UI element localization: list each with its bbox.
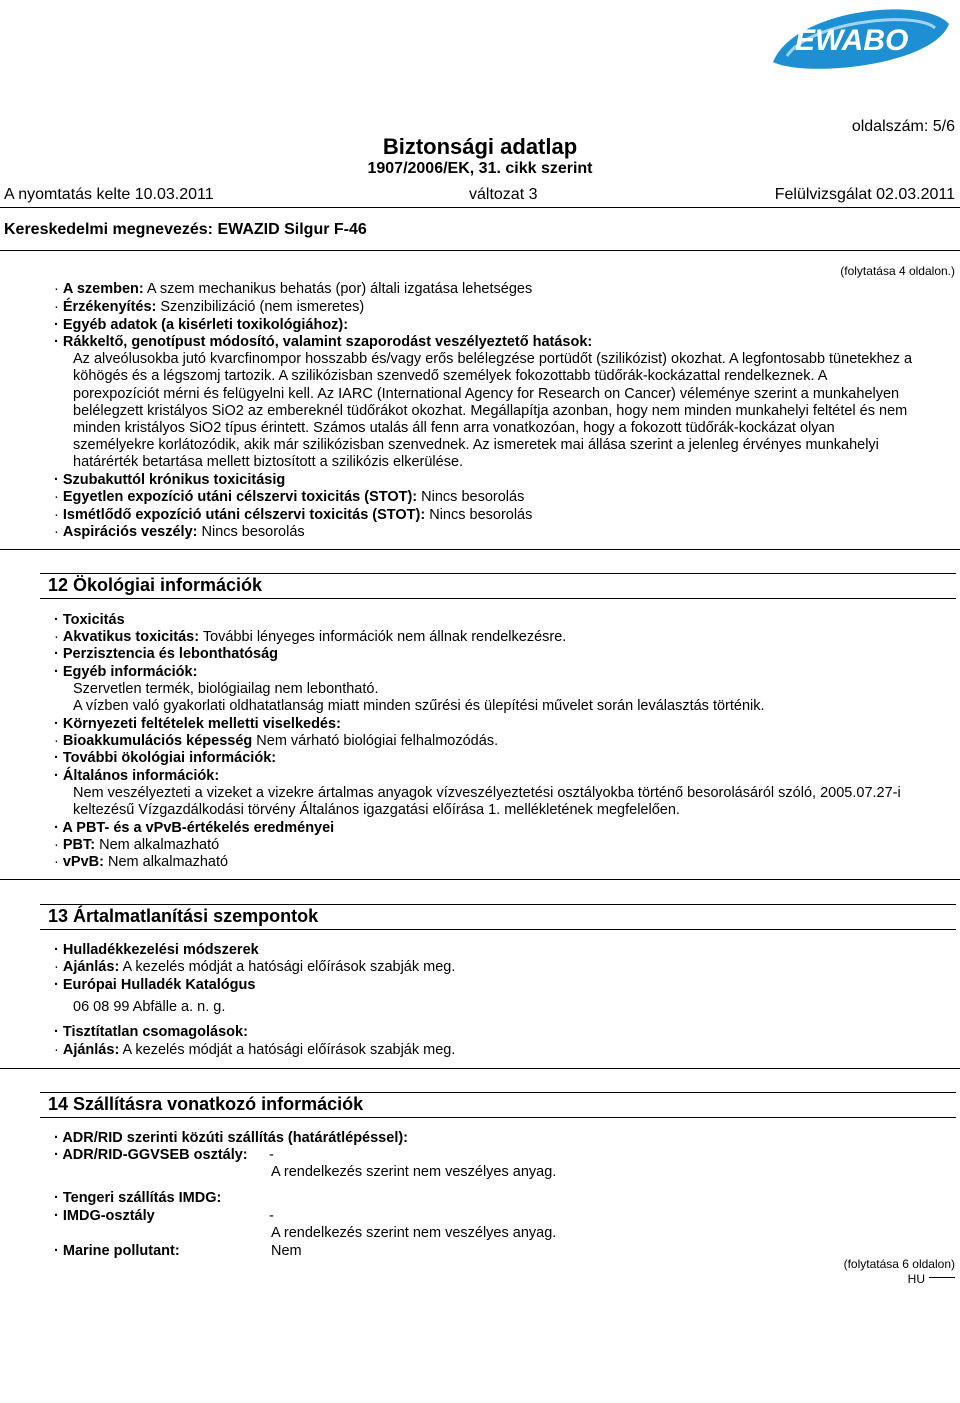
marine-pollutant-label: · Marine pollutant:: [54, 1243, 180, 1259]
sec12-rule-top: [40, 573, 956, 574]
general-info-text-1: Nem veszélyezteti a vizeket a vizekre ártalmas anyagok vízveszélyeztetési osztályokba történő besorolásáról szóló, 2005.07.27-i: [73, 785, 901, 801]
other-info-text-1: Szervetlen termék, biológiailag nem lebontható.: [73, 681, 379, 697]
sec12-heading: 12 Ökológiai információk: [48, 575, 263, 595]
svg-text:EWABO: EWABO: [795, 24, 909, 57]
eye-line: · A szemben: A szem mechanikus behatás (por) általi izgatása lehetséges: [54, 281, 533, 297]
revision-date: Felülvizsgálat 02.03.2011: [774, 186, 955, 203]
print-date: A nyomtatás kelte 10.03.2011: [4, 186, 214, 203]
language-code: HU: [908, 1271, 955, 1286]
section-divider: [0, 879, 960, 880]
general-info-line: · Általános információk:: [54, 768, 220, 784]
ewabo-logo: [765, 4, 955, 72]
document-subtitle: 1907/2006/EK, 31. cikk szerint: [367, 160, 593, 177]
document-title: Biztonsági adatlap: [382, 134, 578, 159]
toxicity-line: · Toxicitás: [54, 612, 125, 628]
vpvb-line: · vPvB: Nem alkalmazható: [54, 854, 229, 870]
continued-from: (folytatása 4 oldalon.): [840, 264, 955, 278]
cmr-para-4: belélegzett kristályos SiO2 az embereknél tüdőrákot okozhat. Megállapítja azonban, hogy nem minden munkahelyi feltétel és nem: [73, 403, 908, 419]
stot-single-line: · Egyetlen expozíció utáni célszervi toxicitás (STOT): Nincs besorolás: [54, 489, 525, 505]
other-info-text-2: A vízben való gyakorlati oldhatatlanság miatt minden szűrési és ülepítési művelet során leválasztás történik.: [73, 698, 765, 714]
cmr-para-7: határérték betartása mellett biztosított a szilikózis elkerülése.: [73, 454, 464, 470]
cmr-para-6: személyekre korlátozódik, akik már szilikózisban szenvednek. Az ismeretek mai állása szerint a jelenleg érvényes munkahelyi: [73, 437, 879, 453]
adr-note: A rendelkezés szerint nem veszélyes anyag.: [271, 1164, 557, 1180]
aquatic-line: · Akvatikus toxicitás: További lényeges információk nem állnak rendelkezésre.: [54, 629, 567, 645]
cmr-para-1: Az alveólusokba jutó kvarcfinompor hosszabb és/vagy erős belélegzése portüdőt (szilikózist) okozhat. A legfontosabb tünetekhez a: [73, 351, 913, 367]
other-data-line: · Egyéb adatok (a kisérleti toxikológiához):: [54, 317, 349, 333]
packaging-line: · Tisztítatlan csomagolások:: [54, 1024, 248, 1040]
section-divider: [0, 549, 960, 550]
aspiration-line: · Aspirációs veszély: Nincs besorolás: [54, 524, 305, 540]
imdg-class-label: · IMDG-osztály: [54, 1208, 155, 1224]
sec14-rule-top: [40, 1092, 956, 1093]
general-info-text-2: keltezésű Vízgazdálkodási törvény Általános igazgatási előírása 1. mellékletének megfelelően.: [73, 802, 680, 818]
pbt-results-line: · A PBT- és a vPvB-értékelés eredményei: [54, 820, 335, 836]
subchronic-line: · Szubakuttól krónikus toxicitásig: [54, 472, 286, 488]
cmr-para-2: köhögés és a légszomj tartozik. A szilikózisban szenvedő személyek fokozottabb tüdőrák-kockázattal rendelkeznek. A: [73, 368, 828, 384]
page-number: oldalszám: 5/6: [851, 118, 955, 135]
environment-line: · Környezeti feltételek melletti viselkedés:: [54, 716, 341, 732]
adr-class-label: · ADR/RID-GGVSEB osztály:: [54, 1147, 248, 1163]
imdg-class-value: -: [269, 1208, 274, 1224]
cmr-para-5: minden kristályos SiO2 típus érintett. Számos utalás áll fenn arra vonatkozóan, hogy a fokozott tüdőrák-kockázat olyan: [73, 420, 835, 436]
sec14-rule-bottom: [40, 1117, 956, 1118]
further-eco-line: · További ökológiai információk:: [54, 750, 277, 766]
sensitisation-line: · Érzékenyítés: Szenzibilizáció (nem ismeretes): [54, 299, 365, 315]
imdg-note: A rendelkezés szerint nem veszélyes anyag.: [271, 1225, 557, 1241]
sec13-heading: 13 Ártalmatlanítási szempontok: [48, 906, 319, 926]
waste-methods-line: · Hulladékkezelési módszerek: [54, 942, 259, 958]
continued-to: (folytatása 6 oldalon): [843, 1257, 955, 1271]
marine-pollutant-value: Nem: [271, 1243, 302, 1259]
cmr-para-3: porexpozíciót mérni és felügyelni kell. Az IARC (International Agency for Research on Cancer) véleménye szerint a munkahelyen: [73, 386, 900, 402]
adr-class-value: -: [269, 1147, 274, 1163]
pbt-line: · PBT: Nem alkalmazható: [54, 837, 220, 853]
bioaccumulation-line: · Bioakkumulációs képesség Nem várható biológiai felhalmozódás.: [54, 733, 499, 749]
recommendation-line-2: · Ajánlás: A kezelés módját a hatósági előírások szabják meg.: [54, 1042, 456, 1058]
recommendation-line: · Ajánlás: A kezelés módját a hatósági előírások szabják meg.: [54, 959, 456, 975]
section-divider: [0, 1068, 960, 1069]
other-info-line: · Egyéb információk:: [54, 664, 198, 680]
sec13-rule-top: [40, 904, 956, 905]
ewc-line: · Európai Hulladék Katalógus: [54, 977, 256, 993]
ewc-code: 06 08 99 Abfälle a. n. g.: [73, 999, 226, 1015]
trade-name: Kereskedelmi megnevezés: EWAZID Silgur F-46: [4, 221, 367, 238]
cmr-line: · Rákkeltő, genotípust módosító, valamint szaporodást veszélyeztető hatások:: [54, 334, 593, 350]
header-divider: [0, 207, 960, 208]
stot-repeated-line: · Ismétlődő expozíció utáni célszervi toxicitás (STOT): Nincs besorolás: [54, 507, 533, 523]
sec13-rule-bottom: [40, 929, 956, 930]
adr-line: · ADR/RID szerinti közúti szállítás (határátlépéssel):: [54, 1130, 408, 1146]
sec14-heading: 14 Szállításra vonatkozó információk: [48, 1094, 364, 1114]
version: változat 3: [469, 186, 538, 203]
header-divider-2: [0, 250, 960, 251]
imdg-line: · Tengeri szállítás IMDG:: [54, 1190, 222, 1206]
sec12-rule-bottom: [40, 598, 956, 599]
persistence-line: · Perzisztencia és lebonthatóság: [54, 646, 279, 662]
